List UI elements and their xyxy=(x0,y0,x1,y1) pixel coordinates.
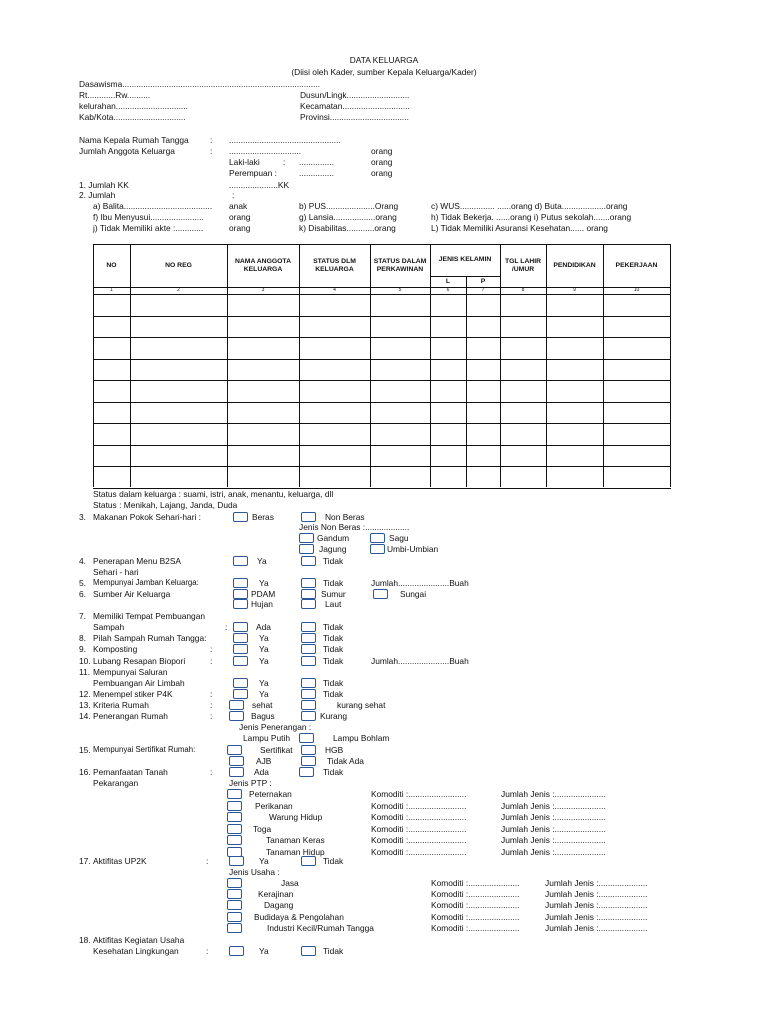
nama-kk-field[interactable]: ................................................ xyxy=(229,135,341,145)
table-row[interactable] xyxy=(93,402,670,424)
table-header: PEKERJAAN xyxy=(615,261,658,269)
q16-ada-checkbox[interactable] xyxy=(229,767,244,777)
q5-ya-checkbox[interactable] xyxy=(233,578,248,588)
status-keluarga-note: Status dalam keluarga : suami, istri, anak, menantu, keluarga, dll xyxy=(93,489,334,499)
table-row[interactable] xyxy=(93,445,670,467)
usaha-checkbox[interactable] xyxy=(227,923,242,933)
jumlah-jenis-field[interactable]: Jumlah Jenis :...................... xyxy=(501,823,606,834)
orang-unit: orang xyxy=(371,168,393,178)
jenis-penerangan-label: Jenis Penerangan : xyxy=(239,722,312,732)
jumlah-jenis-field[interactable]: Jumlah Jenis :..................... xyxy=(545,922,648,933)
q4-label: Penerapan Menu B2SA xyxy=(93,556,181,566)
colon: : xyxy=(210,146,213,156)
option-label: Ya xyxy=(259,856,269,866)
komoditi-field[interactable]: Komoditi :...................... xyxy=(431,922,520,933)
colon: : xyxy=(225,622,228,632)
komoditi-field[interactable]: Komoditi :...................... xyxy=(431,889,520,900)
provinsi-field[interactable]: Provinsi.................................. xyxy=(300,112,409,122)
table-header: STATUS DALAM PERKAWINAN xyxy=(373,257,427,273)
orang-unit: orang xyxy=(371,157,393,167)
q-number: 7. xyxy=(79,611,86,621)
ptp-item-label: Warung Hidup xyxy=(269,812,323,822)
option-label: Laut xyxy=(325,599,342,609)
q11-label-2: Pembuangan Air Limbah xyxy=(93,678,185,688)
option-label: Ya xyxy=(259,656,269,666)
q8-label: Pilah Sampah Rumah Tangga: xyxy=(93,633,207,643)
q-number: 12. xyxy=(79,689,91,699)
disabilitas-field[interactable]: k) Disabilitas............orang xyxy=(299,223,396,233)
q9-tidak-checkbox[interactable] xyxy=(301,644,316,654)
perempuan-field[interactable]: ............... xyxy=(299,168,334,178)
table-header: JENIS KELAMIN xyxy=(438,256,492,263)
option-label: Tidak xyxy=(323,622,344,632)
q5-tidak-checkbox[interactable] xyxy=(301,578,316,588)
sagu-checkbox[interactable] xyxy=(370,533,385,543)
sumur-checkbox[interactable] xyxy=(301,589,316,599)
gender-subheader: P xyxy=(480,278,486,285)
option-label: Sungai xyxy=(400,589,427,599)
table-row[interactable] xyxy=(93,380,670,402)
ibu-menyusui-field[interactable]: f) Ibu Menyusui....................... xyxy=(93,212,204,222)
q12-ya-checkbox[interactable] xyxy=(233,689,248,699)
ptp-item-label: Perikanan xyxy=(255,800,293,811)
ptp-checkbox[interactable] xyxy=(227,835,242,845)
q-number: 3. xyxy=(79,512,86,522)
column-number: 8 xyxy=(521,287,525,293)
table-header: NAMA ANGGOTA KELUARGA xyxy=(234,257,291,273)
option-label: AJB xyxy=(256,756,272,766)
gandum-checkbox[interactable] xyxy=(299,533,314,543)
perempuan-label: Perempuan : xyxy=(229,168,277,178)
table-row[interactable] xyxy=(93,337,670,359)
q10-label: Lubang Resapan Biopori xyxy=(93,656,186,666)
jumlah-jenis-field[interactable]: Jumlah Jenis :..................... xyxy=(545,889,648,900)
ptp-item-label: Peternakan xyxy=(249,789,292,799)
unit-label: anak xyxy=(229,201,248,211)
jumlah-jenis-field[interactable]: Jumlah Jenis :...................... xyxy=(501,846,606,857)
ptp-item-label: Tanaman Hidup xyxy=(266,846,325,857)
option-label: Sertifikat xyxy=(260,745,293,755)
option-label: Umbi-Umbian xyxy=(387,544,439,554)
komoditi-field[interactable]: Komoditi :......................... xyxy=(371,800,467,811)
unit-label: orang xyxy=(229,212,251,222)
option-label: Sagu xyxy=(389,533,409,543)
komoditi-field[interactable]: Komoditi :......................... xyxy=(371,812,467,822)
jumlah-jenis-field[interactable]: Jumlah Jenis :...................... xyxy=(501,789,606,799)
q5-label: Mempunyai Jamban Keluarga: xyxy=(93,578,199,587)
option-label: Gandum xyxy=(317,533,350,543)
laki-field[interactable]: ............... xyxy=(299,157,334,167)
status-nikah-note: Status : Menikah, Lajang, Janda, Duda xyxy=(93,500,238,510)
dasawisma-field[interactable]: Dasawisma..................................................................................... xyxy=(79,79,321,89)
q11-label: Mempunyai Saluran xyxy=(93,667,168,677)
option-label: Ya xyxy=(259,633,269,643)
usaha-checkbox[interactable] xyxy=(227,900,242,910)
table-row[interactable] xyxy=(93,359,670,381)
q4-tidak-checkbox[interactable] xyxy=(301,556,316,566)
ptp-checkbox[interactable] xyxy=(227,801,242,811)
q-number: 4. xyxy=(79,556,86,566)
table-col-line xyxy=(670,244,671,487)
table-header: TGL LAHIR /UMUR xyxy=(504,257,542,273)
option-label: Ya xyxy=(259,946,269,956)
usaha-item-label: Industri Kecil/Rumah Tangga xyxy=(267,922,374,933)
asuransi-field[interactable]: L) Tidak Memiliki Asuransi Kesehatan...... orang xyxy=(431,223,608,233)
option-label: Tidak Ada xyxy=(327,756,364,766)
option-label: Tidak xyxy=(323,946,344,956)
usaha-item-label: Kerajinan xyxy=(258,889,294,900)
q4-label-2: Sehari - hari xyxy=(93,567,139,577)
q-number: 13. xyxy=(79,700,91,710)
option-label: Ada xyxy=(256,622,271,632)
q18-ya-checkbox[interactable] xyxy=(229,946,244,956)
tidak-bekerja-field[interactable]: h) Tidak Bekerja. ......orang i) Putus sekolah.......orang xyxy=(431,212,632,222)
hujan-checkbox[interactable] xyxy=(233,599,248,609)
pdam-checkbox[interactable] xyxy=(233,589,248,599)
ptp-item-label: Toga xyxy=(253,823,272,834)
ajb-checkbox[interactable] xyxy=(229,756,244,766)
table-header: PENDIDIKAN xyxy=(553,261,596,269)
q18-label-2: Kesehatan Lingkungan xyxy=(93,946,179,956)
table-header: STATUS DLM KELUARGA xyxy=(313,257,356,273)
jumlah-label: 2. Jumlah xyxy=(79,190,116,200)
unit-label: orang xyxy=(229,223,251,233)
q14-kurang-checkbox[interactable] xyxy=(301,711,316,721)
jumlah-anggota-field[interactable]: ............................... xyxy=(229,146,302,156)
kabkota-field[interactable]: Kab/Kota............................... xyxy=(79,112,186,122)
column-number: 6 xyxy=(446,287,450,293)
sungai-checkbox[interactable] xyxy=(373,589,388,599)
table-row[interactable] xyxy=(93,423,670,445)
option-label: Hujan xyxy=(251,599,273,609)
tidak-akte-field[interactable]: j) Tidak Memiliki akte :............ xyxy=(93,223,204,233)
komoditi-field[interactable]: Komoditi :......................... xyxy=(371,789,467,799)
column-number: 10 xyxy=(633,287,640,293)
q3-label: Makanan Pokok Sehari-hari : xyxy=(93,512,201,522)
laut-checkbox[interactable] xyxy=(301,599,316,609)
option-label: HGB xyxy=(325,745,344,755)
q7-ada-checkbox[interactable] xyxy=(233,622,248,632)
option-label: Jagung xyxy=(319,544,347,554)
option-label: PDAM xyxy=(251,589,276,599)
colon: : xyxy=(283,157,286,167)
option-label: Tidak xyxy=(323,678,344,688)
kelurahan-field[interactable]: kelurahan............................... xyxy=(79,101,188,111)
jumlah-kk-field[interactable]: .....................KK xyxy=(229,180,290,190)
option-label: Ya xyxy=(257,556,267,566)
q-number: 14. xyxy=(79,711,91,721)
column-number: 5 xyxy=(398,287,402,293)
jumlah-jenis-field[interactable]: Jumlah Jenis :..................... xyxy=(545,878,648,888)
option-label: Ya xyxy=(259,678,269,688)
usaha-item-label: Jasa xyxy=(281,878,299,888)
table-row[interactable] xyxy=(93,316,670,338)
column-number: 7 xyxy=(481,287,485,293)
q-number: 15. xyxy=(79,745,91,755)
document-subtitle: (Diisi oleh Kader, sumber Kepala Keluarga/Kader) xyxy=(291,67,477,77)
colon: : xyxy=(210,135,213,145)
ptp-checkbox[interactable] xyxy=(227,812,242,822)
jumlah-kk-label: 1. Jumlah KK xyxy=(79,180,129,190)
jamban-jumlah-field[interactable]: Jumlah......................Buah xyxy=(371,578,469,588)
q11-ya-checkbox[interactable] xyxy=(233,678,248,688)
q14-label: Penerangan Rumah xyxy=(93,711,168,721)
q16-label-2: Pekarangan xyxy=(93,778,139,788)
q-number: 18. xyxy=(79,935,91,945)
wus-buta-field[interactable]: c) WUS............... ......orang d) Buta...................orang xyxy=(431,201,628,211)
q-number: 10. xyxy=(79,656,91,666)
option-label: Lampu Bohlam xyxy=(333,733,390,743)
umbi-checkbox[interactable] xyxy=(370,544,385,554)
komoditi-field[interactable]: Komoditi :......................... xyxy=(371,835,467,845)
q16-tidak-checkbox[interactable] xyxy=(299,767,314,777)
q9-label: Komposting xyxy=(93,644,138,654)
q13-label: Kriteria Rumah xyxy=(93,700,149,710)
dusun-field[interactable]: Dusun/Lingk........................... xyxy=(300,90,410,100)
colon: : xyxy=(210,689,213,699)
table-header: NO REG xyxy=(165,261,192,269)
jumlah-anggota-label: Jumlah Anggota Keluarga xyxy=(79,146,175,156)
column-number: 1 xyxy=(110,287,113,293)
orang-unit: orang xyxy=(371,146,393,156)
q-number: 16. xyxy=(79,767,91,777)
q-number: 8. xyxy=(79,633,86,643)
lansia-field[interactable]: g) Lansia..................orang xyxy=(299,212,397,222)
option-label: Non Beras xyxy=(325,512,365,522)
q18-label: Aktifitas Kegiatan Usaha xyxy=(93,935,185,945)
option-label: kurang sehat xyxy=(337,700,386,710)
option-label: Tidak xyxy=(323,689,344,699)
colon: : xyxy=(210,711,213,721)
q7-tidak-checkbox[interactable] xyxy=(301,622,316,632)
option-label: Lampu Putih xyxy=(243,733,291,743)
biopori-jumlah-field[interactable]: Jumlah......................Buah xyxy=(371,656,469,666)
q7-label-2: Sampah xyxy=(93,622,125,632)
komoditi-field[interactable]: Komoditi :...................... xyxy=(431,900,520,911)
colon: : xyxy=(206,946,209,956)
usaha-checkbox[interactable] xyxy=(227,912,242,922)
balita-field[interactable]: a) Balita...................................... xyxy=(93,201,213,211)
q17-label: Aktifitas UP2K xyxy=(93,856,147,866)
ptp-checkbox[interactable] xyxy=(227,789,242,799)
lampu-putih-checkbox[interactable] xyxy=(299,733,314,743)
q15-label: Mempunyai Sertifikat Rumah: xyxy=(93,745,196,754)
rt-rw-field[interactable]: Rt............Rw.......... xyxy=(79,90,151,100)
q-number: 17. xyxy=(79,856,91,866)
hgb-checkbox[interactable] xyxy=(301,745,316,755)
jenis-ptp-label: Jenis PTP : xyxy=(229,778,272,788)
q6-label: Sumber Air Keluarga xyxy=(93,589,171,599)
q17-tidak-checkbox[interactable] xyxy=(301,856,316,866)
q13-kurang-checkbox[interactable] xyxy=(301,700,316,710)
colon: : xyxy=(210,656,213,666)
option-label: Tidak xyxy=(323,644,344,654)
option-label: Tidak xyxy=(323,556,344,566)
option-label: Tidak xyxy=(323,633,344,643)
jumlah-jenis-field[interactable]: Jumlah Jenis :..................... xyxy=(545,911,648,922)
column-number: 3 xyxy=(261,287,265,293)
q9-ya-checkbox[interactable] xyxy=(233,644,248,654)
table-header: NO xyxy=(106,261,117,269)
option-label: Tidak xyxy=(323,578,344,588)
jumlah-jenis-field[interactable]: Jumlah Jenis :...................... xyxy=(501,835,606,845)
ptp-item-label: Tanaman Keras xyxy=(266,835,325,845)
ptp-checkbox[interactable] xyxy=(227,847,242,857)
q-number: 11. xyxy=(79,667,91,677)
option-label: Ya xyxy=(259,578,269,588)
jenis-nonberas-field[interactable]: Jenis Non Beras :................... xyxy=(299,522,410,532)
option-label: Kurang xyxy=(320,711,348,721)
q18-tidak-checkbox[interactable] xyxy=(301,946,316,956)
nama-kk-label: Nama Kepala Rumah Tangga xyxy=(79,135,189,145)
komoditi-field[interactable]: Komoditi :...................... xyxy=(431,878,520,888)
option-label: Ada xyxy=(254,767,269,777)
option-label: Tidak xyxy=(323,656,344,666)
komoditi-field[interactable]: Komoditi :......................... xyxy=(371,823,467,834)
q16-label: Pemanfaatan Tanah xyxy=(93,767,168,777)
option-label: Beras xyxy=(252,512,274,522)
q10-ya-checkbox[interactable] xyxy=(233,656,248,666)
q8-tidak-checkbox[interactable] xyxy=(301,633,316,643)
q3-beras-checkbox[interactable] xyxy=(233,512,248,522)
jenis-usaha-label: Jenis Usaha : xyxy=(229,867,280,877)
jumlah-jenis-field[interactable]: Jumlah Jenis :...................... xyxy=(501,800,606,811)
jumlah-jenis-field[interactable]: Jumlah Jenis :..................... xyxy=(545,900,648,911)
option-label: Tidak xyxy=(323,856,344,866)
ptp-checkbox[interactable] xyxy=(227,824,242,834)
q-number: 9. xyxy=(79,644,86,654)
option-label: Bagus xyxy=(251,711,275,721)
q7-label: Memiliki Tempat Pembuangan xyxy=(93,611,206,621)
column-number: 9 xyxy=(573,287,576,293)
q12-tidak-checkbox[interactable] xyxy=(301,689,316,699)
option-label: Sumur xyxy=(321,589,346,599)
komoditi-field[interactable]: Komoditi :......................... xyxy=(371,846,467,857)
jumlah-jenis-field[interactable]: Jumlah Jenis :...................... xyxy=(501,812,606,822)
colon: : xyxy=(210,700,213,710)
colon: : xyxy=(232,190,235,200)
q-number: 5. xyxy=(79,578,86,588)
q13-sehat-checkbox[interactable] xyxy=(229,700,244,710)
q3-nonberas-checkbox[interactable] xyxy=(301,512,316,522)
usaha-checkbox[interactable] xyxy=(227,889,242,899)
usaha-checkbox[interactable] xyxy=(227,878,242,888)
q11-tidak-checkbox[interactable] xyxy=(301,678,316,688)
q-number: 6. xyxy=(79,589,86,599)
option-label: Ya xyxy=(259,689,269,699)
sertifikat-checkbox[interactable] xyxy=(227,745,242,755)
laki-label: Laki-laki xyxy=(229,157,260,167)
q4-ya-checkbox[interactable] xyxy=(233,556,248,566)
colon: : xyxy=(210,644,213,654)
option-label: Tidak xyxy=(323,767,344,777)
jagung-checkbox[interactable] xyxy=(299,544,314,554)
table-row[interactable] xyxy=(93,294,670,316)
gender-subheader: L xyxy=(445,278,451,285)
q8-ya-checkbox[interactable] xyxy=(233,633,248,643)
q12-label: Menempel stiker P4K xyxy=(93,689,173,699)
q14-bagus-checkbox[interactable] xyxy=(229,711,244,721)
q17-ya-checkbox[interactable] xyxy=(229,856,244,866)
document-title: DATA KELUARGA xyxy=(349,55,419,65)
table-row[interactable] xyxy=(93,466,670,488)
column-number: 4 xyxy=(333,287,336,293)
column-number: 2 xyxy=(177,287,180,293)
option-label: sehat xyxy=(252,700,273,710)
pus-field[interactable]: b) PUS.....................Orang xyxy=(299,201,399,211)
option-label: Ya xyxy=(259,644,269,654)
q10-tidak-checkbox[interactable] xyxy=(301,656,316,666)
usaha-item-label: Dagang xyxy=(264,900,294,911)
usaha-item-label: Budidaya & Pengolahan xyxy=(254,911,344,922)
colon: : xyxy=(210,767,213,777)
kecamatan-field[interactable]: Kecamatan............................. xyxy=(300,101,410,111)
komoditi-field[interactable]: Komoditi :...................... xyxy=(431,911,520,922)
colon: : xyxy=(206,856,209,866)
tidak-ada-checkbox[interactable] xyxy=(301,756,316,766)
